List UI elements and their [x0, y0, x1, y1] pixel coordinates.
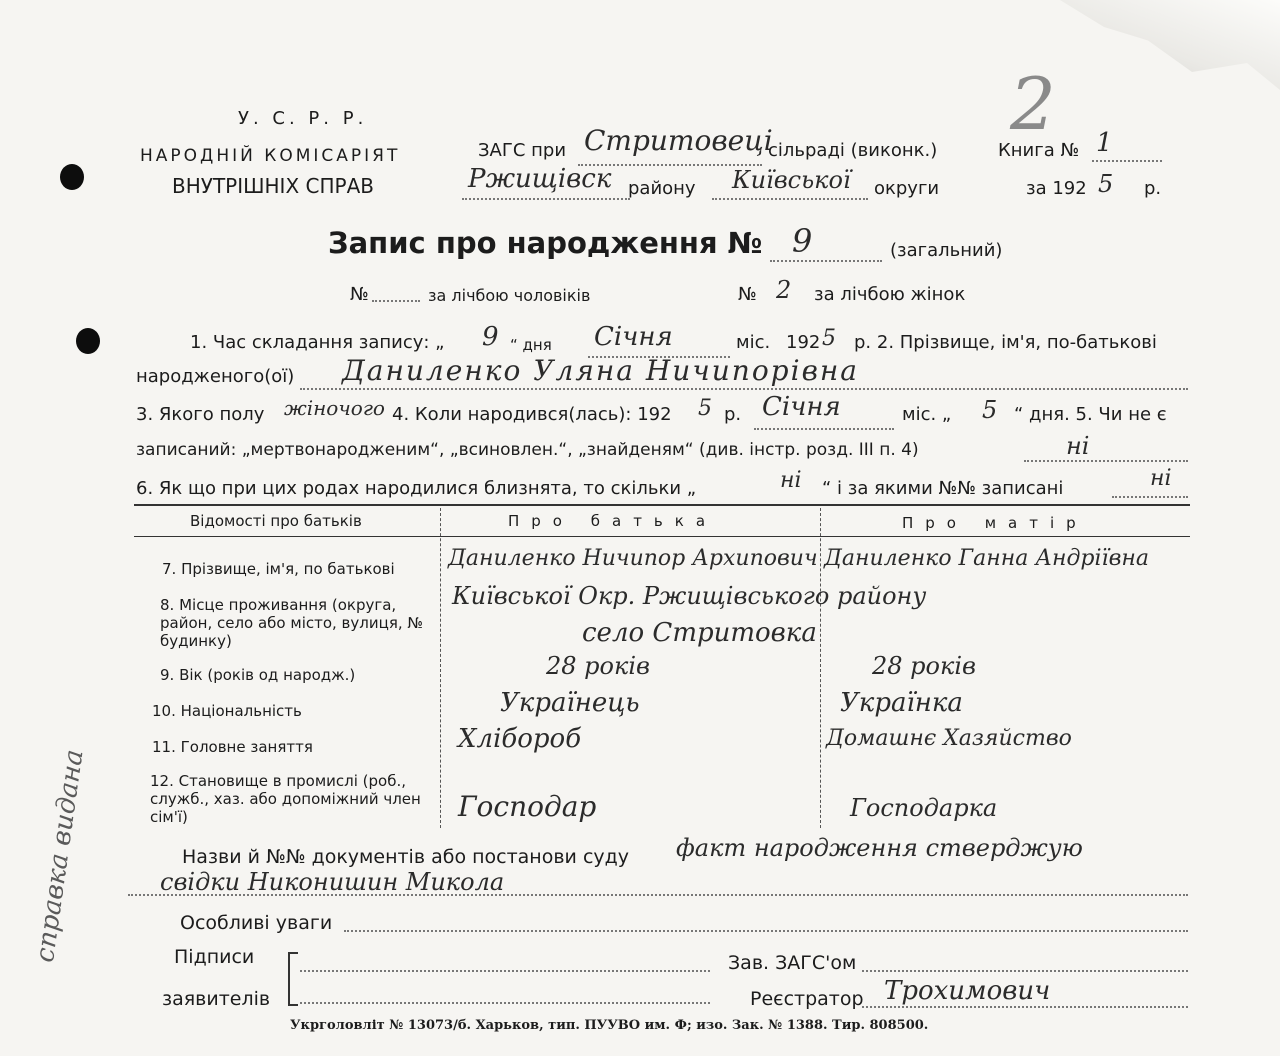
signatures-label-1: Підписи — [174, 946, 255, 968]
f3-value: жіночого — [284, 396, 385, 420]
registrar-signature: Трохимович — [884, 976, 1051, 1006]
punch-hole — [76, 328, 100, 354]
col-mother-header: Про матір — [902, 514, 1088, 532]
f6-value: ні — [780, 468, 802, 493]
f4-month-label: міс. „ — [902, 404, 952, 425]
f3-label: 3. Якого полу — [136, 404, 265, 425]
year-prefix: за 192 — [1026, 178, 1087, 199]
f4-year-digit: 5 — [698, 396, 712, 421]
record-title-suffix: (загальний) — [890, 240, 1003, 261]
f4-day: 5 — [982, 396, 998, 424]
zags-suffix: сільраді (виконк.) — [768, 140, 938, 161]
f6-label: 6. Як що при цих родах народилися близнята, то скільки „ — [136, 478, 697, 499]
f1-year-digit: 5 — [822, 326, 836, 351]
docs-value-2: свідки Никонишин Микола — [160, 868, 505, 896]
margin-note: справка видана — [30, 747, 90, 965]
registrar-label: Реєстратор — [750, 988, 864, 1010]
col-father-header: Про батька — [508, 512, 718, 530]
men-label: за лічбою чоловіків — [428, 286, 591, 305]
f4-year-suffix: р. — [724, 404, 742, 425]
mother-residence: село Стритовка — [582, 618, 817, 648]
zags-prefix: ЗАГС при — [478, 140, 567, 161]
f1-day: 9 — [482, 322, 499, 352]
row-label-occupation: 11. Головне заняття — [152, 738, 313, 756]
record-number: 9 — [792, 222, 813, 260]
f6-mid: “ і за якими №№ записані — [822, 478, 1064, 499]
row-label-residence: 8. Місце проживання (округа, район, село або місто, вулиця, № будинку) — [160, 596, 423, 650]
okrug-name: Київської — [732, 166, 851, 194]
row-label-nationality: 10. Національність — [152, 702, 302, 720]
district-label: району — [628, 178, 696, 199]
mother-nationality: Українка — [840, 688, 963, 718]
f1-day-word: “ дня — [510, 336, 552, 354]
f1-year: 192 — [786, 332, 821, 353]
f6-value2: ні — [1150, 466, 1172, 491]
signatures-label-2: заявителів — [162, 988, 271, 1010]
men-no: № — [350, 284, 369, 305]
col-info-header: Відомості про батьків — [190, 512, 362, 530]
printer-line: Укрголовліт № 13073/б. Харьков, тип. ПУУВО им. Ф; изо. Зак. № 1388. Тир. 808500. — [290, 1018, 929, 1033]
republic-label: У. С. Р. Р. — [238, 108, 368, 129]
mother-age: 28 років — [872, 652, 976, 680]
okrug-label: округи — [874, 178, 940, 199]
father-nationality: Українець — [500, 688, 640, 718]
f5-label: записаний: „мертвонародженим“, „всиновлен.“, „знайденям“ (див. інстр. розд. III п. 4) — [136, 440, 919, 460]
row-label-status: 12. Становище в промислі (роб., служб., хаз. або допоміжний член сім'ї) — [150, 772, 421, 826]
father-residence: Київської Окр. Ржищівського району — [452, 582, 927, 610]
torn-corner — [1060, 0, 1280, 90]
mother-occupation: Домашнє Хазяйство — [826, 726, 1072, 751]
district-name: Ржищівск — [468, 164, 612, 194]
docs-value-1: факт народження стверджую — [676, 834, 1083, 862]
f5-value: ні — [1066, 432, 1090, 460]
commissariat-line2: ВНУТРІШНІХ СПРАВ — [172, 174, 374, 198]
f2-value: Даниленко Уляна Ничипорівна — [342, 354, 859, 387]
book-label: Книга № — [998, 140, 1080, 161]
f1-year-suffix: р. 2. Прізвище, ім'я, по-батькові — [854, 332, 1157, 353]
row-label-name: 7. Прізвище, ім'я, по батькові — [162, 560, 395, 578]
docs-label: Назви й №№ документів або постанови суду — [182, 846, 630, 868]
year-digit: 5 — [1098, 170, 1114, 198]
zags-place: Стритовеці — [584, 124, 773, 157]
f1-label: 1. Час складання запису: „ — [190, 332, 445, 353]
f4-month: Січня — [762, 392, 841, 422]
book-number: 1 — [1096, 128, 1113, 158]
father-name: Даниленко Ничипор Архипович — [448, 546, 818, 571]
notes-label: Особливі уваги — [180, 912, 333, 934]
f4-day-suffix: “ дня. 5. Чи не є — [1014, 404, 1167, 425]
commissariat-line1: НАРОДНІЙ КОМІСАРІЯТ — [140, 146, 401, 166]
father-age: 28 років — [546, 652, 650, 680]
corner-number: 2 — [1010, 62, 1056, 146]
f4-label: 4. Коли народився(лась): 192 — [392, 404, 672, 425]
punch-hole — [60, 164, 84, 190]
mother-name: Даниленко Ганна Андріївна — [824, 546, 1149, 571]
head-label: Зав. ЗАГС'ом — [728, 952, 857, 974]
women-label: за лічбою жінок — [814, 284, 966, 305]
record-title: Запис про народження № — [328, 226, 763, 260]
f1-month-label: міс. — [736, 332, 771, 353]
women-no: № — [738, 284, 757, 305]
f2-label: народженого(ої) — [136, 366, 295, 387]
mother-status: Господарка — [850, 794, 998, 822]
father-status: Господар — [458, 790, 597, 823]
women-number: 2 — [776, 276, 792, 304]
f1-month: Січня — [594, 322, 673, 352]
year-suffix: р. — [1144, 178, 1162, 199]
father-occupation: Хлібороб — [458, 724, 582, 754]
row-label-age: 9. Вік (років од народж.) — [160, 666, 356, 684]
